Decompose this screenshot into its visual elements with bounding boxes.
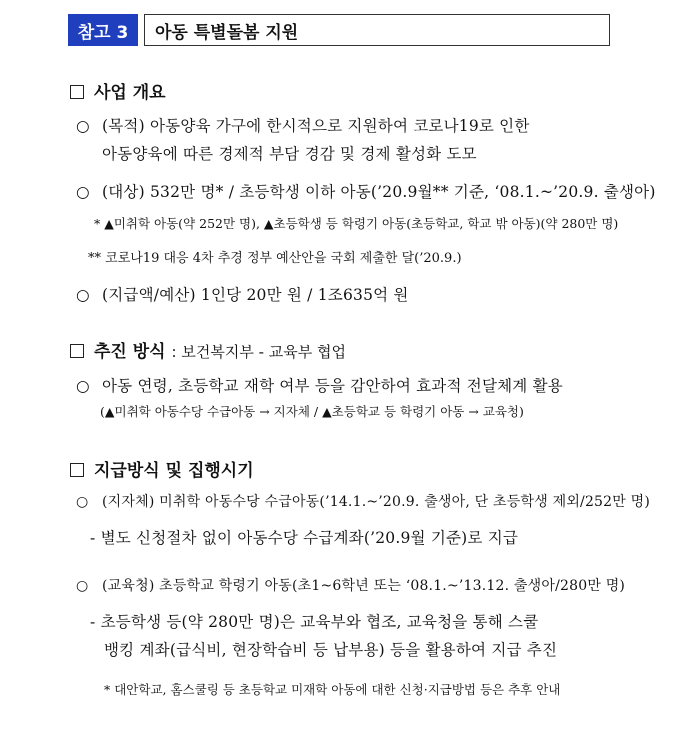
circle-outline-icon: ○ xyxy=(76,494,89,510)
local-detail: - 별도 신청절차 없이 아동수당 수급계좌(’20.9월 기준)로 지급 xyxy=(90,529,519,547)
purpose-item xyxy=(76,114,530,136)
method-item xyxy=(76,374,563,396)
target-line: (대상) 532만 명* / 초등학생 이하 아동(’20.9월** 기준, ‘08.1.~’20.9. 출생아) xyxy=(102,183,656,201)
target-note-1: * ▲미취학 아동(약 252만 명), ▲초등학생 등 학령기 아동(초등학교, 학교 밖 아동)(약 280만 명) xyxy=(94,216,619,231)
target-note-2: ** 코로나19 대응 4차 추경 정부 예산안을 국회 제출한 달(’20.9.) xyxy=(88,251,462,266)
edu-detail-line-1: - 초등학생 등(약 280만 명)은 교육부와 협조, 교육청을 통해 스쿨 xyxy=(90,613,539,631)
local-item xyxy=(76,491,650,511)
circle-outline-icon: ○ xyxy=(76,183,90,201)
square-outline-icon xyxy=(70,344,84,358)
reference-badge: 참고 3 xyxy=(68,14,138,46)
target-item xyxy=(76,180,656,202)
edu-item xyxy=(76,575,625,595)
local-line: (지자체) 미취학 아동수당 수급아동(’14.1.~’20.9. 출생아, 단 초등학생 제외/252만 명) xyxy=(102,494,651,510)
square-outline-icon xyxy=(70,463,84,477)
circle-outline-icon: ○ xyxy=(76,377,90,395)
circle-outline-icon: ○ xyxy=(76,578,89,594)
method-line-2: (▲미취학 아동수당 수급아동 → 지자체 / ▲초등학교 등 학령기 아동 → 교육청) xyxy=(100,404,524,419)
square-outline-icon xyxy=(70,85,84,99)
section-method-title: 추진 방식 xyxy=(94,342,166,362)
page-title: 아동 특별돌봄 지원 xyxy=(144,14,610,46)
amount-line: (지급액/예산) 1인당 20만 원 / 1조635억 원 xyxy=(102,286,409,304)
circle-outline-icon: ○ xyxy=(76,286,90,304)
amount-item xyxy=(76,283,409,305)
edu-line: (교육청) 초등학교 학령기 아동(초1~6학년 또는 ‘08.1.~’13.12. 출생아/280만 명) xyxy=(102,578,626,594)
method-line-1: 아동 연령, 초등학교 재학 여부 등을 감안하여 효과적 전달체계 활용 xyxy=(102,377,563,395)
section-overview-title: 사업 개요 xyxy=(94,83,166,103)
purpose-line-2: 아동양육에 따른 경제적 부담 경감 및 경제 활성화 도모 xyxy=(102,145,477,163)
section-payment xyxy=(70,456,254,481)
section-method-note: : 보건복지부 - 교육부 협업 xyxy=(171,343,346,361)
section-method xyxy=(70,337,346,362)
purpose-line-1: (목적) 아동양육 가구에 한시적으로 지원하여 코로나19로 인한 xyxy=(102,117,530,135)
section-payment-title: 지급방식 및 집행시기 xyxy=(94,461,254,481)
edu-detail-line-2: 뱅킹 계좌(급식비, 현장학습비 등 납부용) 등을 활용하여 지급 추진 xyxy=(104,641,558,659)
edu-note: * 대안학교, 홈스쿨링 등 초등학교 미재학 아동에 대한 신청·지급방법 등은 추후 안내 xyxy=(104,682,561,697)
section-overview xyxy=(70,78,166,103)
circle-outline-icon: ○ xyxy=(76,117,90,135)
